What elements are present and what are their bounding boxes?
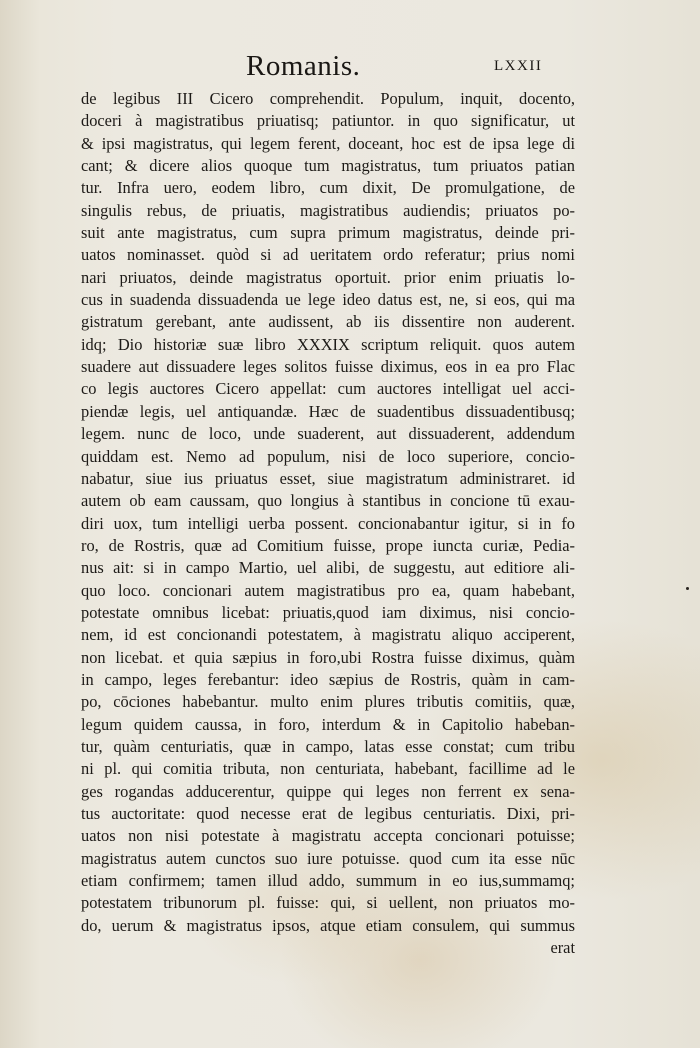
text-line: do, uerum & magistratus ipsos, atque etiam consulem, qui summus [81,915,575,935]
text-line: autem ob eam caussam, quo longius à stantibus in concione tū exau- [81,491,575,511]
text-line: uatos nominasset. quòd si ad ueritatem ordo referatur; prius nomi [81,245,575,265]
text-line: ges rogandas adducerentur, quippe qui leges non ferrent ex sena- [81,781,575,801]
text-line: nari priuatos, deinde magistratus oportuit. prior enim priuatis lo- [81,267,575,287]
text-line: quo loco. concionari autem magistratibus pro ea, quam habebant, [81,580,575,600]
text-line: potestatem tribunorum pl. fuisse: qui, si uellent, non priuatos mo- [81,893,575,913]
text-line: gistratum gerebant, ante audissent, ab iis dissentire non auderent. [81,312,575,332]
text-line: ro, de Rostris, quæ ad Comitium fuisse, prope iuncta curiæ, Pedia- [81,535,575,555]
text-line: idq; Dio historiæ suæ libro XXXIX scriptum reliquit. quos autem [81,334,575,354]
text-line: & ipsi magistratus, qui legem ferent, doceant, hoc est de ipsa lege di [81,133,575,153]
text-line: nem, id est concionandi potestatem, à magistratu aliquo acciperent, [81,625,575,645]
text-line: potestate omnibus licebat: priuatis,quod iam diximus, nisi concio- [81,602,575,622]
text-line: nabatur, siue ius priuatus esset, siue magistratum administraret. id [81,468,575,488]
text-line: po, cōciones habebantur. multo enim plures tributis comitiis, quæ, [81,692,575,712]
ink-speck [686,587,689,590]
text-line: nus ait: si in campo Martio, uel alibi, de suggestu, aut editiore ali- [81,558,575,578]
text-line: singulis rebus, de priuatis, magistratibus audiendis; priuatos po- [81,200,575,220]
catchword: erat [550,938,575,958]
text-line: doceri à magistratibus priuatisq; patiuntor. in quo significatur, ut [81,111,575,131]
text-line: legum quidem caussa, in foro, interdum & in Capitolio habeban- [81,714,575,734]
text-line: etiam confirmem; tamen illud addo, summum in eo ius,summamq; [81,871,575,891]
text-line: magistratus autem cunctos suo iure potuisse. quod cum ita esse nūc [81,848,575,868]
text-line: diri uox, tum intelligi uerba possent. concionabantur igitur, si in fo [81,513,575,533]
text-line: tus auctoritate: quod necesse erat de legibus centuriatis. Dixi, pri- [81,804,575,823]
running-head: Romanis. [246,50,361,82]
text-line: tur, quàm centuriatis, quæ in campo, latas esse constat; cum tribu [81,736,575,756]
text-line: cus in suadenda dissuadenda ue lege ideo datus est, ne, si eos, qui ma [81,290,575,310]
text-line: co legis auctores Cicero appellat: cum auctores intelligat uel acci- [81,379,575,399]
text-line: ni pl. qui comitia tributa, non centuriata, habebant, facillime ad le [81,759,575,779]
text-line: uatos non nisi potestate à magistratu accepta concionari potuisse; [81,826,575,846]
text-line: in campo, leges ferebantur: ideo sæpius de Rostris, quàm in cam- [81,669,575,689]
text-line: tur. Infra uero, eodem libro, cum dixit, De promulgatione, de [81,178,575,198]
text-line: suadere aut dissuadere leges solitos fuisse diximus, eos in ea pro Flac [81,357,575,377]
text-line: non licebat. et quia sæpius in foro,ubi Rostra fuisse diximus, quàm [81,647,575,667]
text-line: legem. nunc de loco, unde suaderent, aut dissuaderent, addendum [81,424,575,444]
text-line: quiddam est. Nemo ad populum, nisi de loco superiore, concio- [81,446,575,466]
text-line: cant; & dicere alios quoque tum magistratus, tum priuatos patian [81,156,575,176]
body-text [81,88,575,959]
text-line: piendæ legis, uel antiquandæ. Hæc de suadentibus dissuadentibusq; [81,401,575,421]
text-line: de legibus III Cicero comprehendit. Populum, inquit, docento, [81,89,575,108]
folio-number: LXXII [494,58,543,74]
text-line: suit ante magistratus, cum supra primum magistratus, deinde pri- [81,223,575,243]
page-header [0,50,700,90]
